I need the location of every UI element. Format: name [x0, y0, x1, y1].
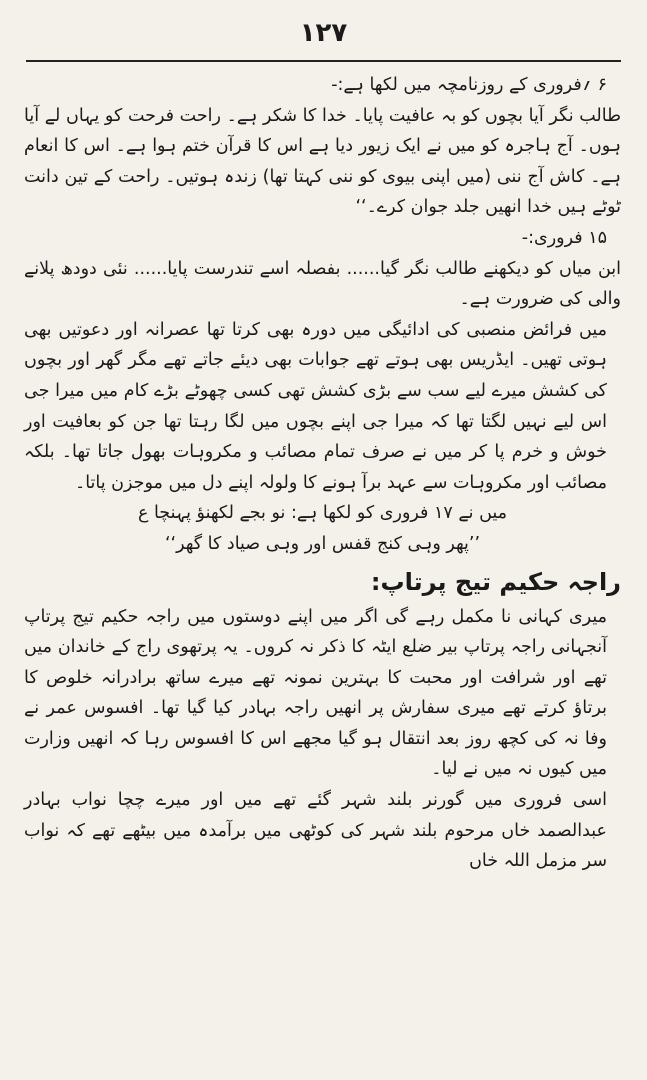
paragraph: ابن میاں کو دیکھنے طالب نگر گیا...... بفصلہ اسے تندرست پایا...... نئی دودھ پلانے والی کی ضرورت ہے۔: [24, 258, 621, 310]
paragraph: ۶ ؍فروری کے روزنامچہ میں لکھا ہے:-: [331, 75, 607, 95]
section-heading: راجہ حکیم تیج پرتاپ:: [370, 567, 621, 596]
page-body: [24, 70, 621, 877]
paragraph: میں نے ۱۷ فروری کو لکھا ہے: نو بجے لکھنؤ پہنچا ع: [137, 503, 508, 524]
paragraph: اسی فروری میں گورنر بلند شہر گئے تھے میں اور میرے چچا نواب بہادر عبدالصمد خاں مرحوم بلند شہر کی کوٹھی میں برآمدہ میں بیٹھے تھے کہ نواب سر مزمل اللہ خاں: [24, 790, 607, 872]
paragraph: ۱۵ فروری:-: [521, 227, 607, 248]
paragraph: میں فرائض منصبی کی ادائیگی میں دورہ بھی کرتا تھا عصرانہ اور دعوتیں بھی ہوتی تھیں۔ ایڈریس بھی ہوتے تھے جوابات بھی دیئے جاتے تھے مگر گھر اور بچوں کی کشش میرے لیے سب سے بڑی کشش تھی کسی چھوٹے بڑے کام میں میرا جی اس لیے نہیں لگتا تھا کہ میرا جی اپنے بچوں میں لگا رہتا تھا جن کو بعافیت اور خوش و خرم پا کر میں نے صرف تمام مصائب و مکروہات بھول جاتا تھا۔ بلکہ مصائب اور مکروہات سے عہد برآ ہونے کا ولولہ اپنے دل میں موجزن پاتا۔: [24, 319, 607, 493]
header-rule: [26, 60, 621, 62]
page-number: ۱۲۷: [299, 18, 348, 48]
verse-quote: ’’پھر وہی کنج قفس اور وہی صیاد کا گھر‘‘: [164, 533, 481, 554]
paragraph: طالب نگر آیا بچوں کو بہ عافیت پایا۔ خدا کا شکر ہے۔ راحت فرحت کو یہاں لے آیا ہوں۔ آج ہاجرہ کو میں نے ایک زیور دیا ہے اس کا قرآن ختم ہوا ہے۔ اس کا انعام ہے۔ کاش آج ننی (میں اپنی بیوی کو ننی کہتا تھا) زندہ ہوتیں۔ راحت کے تین دانت ٹوٹے ہیں خدا انھیں جلد جوان کرے۔‘‘: [24, 105, 621, 218]
paragraph: میری کہانی نا مکمل رہے گی اگر میں اپنے دوستوں میں راجہ حکیم تیج پرتاپ آنجہانی راجہ پرتاپ بیر ضلع ایٹہ کا ذکر نہ کروں۔ یہ پرتھوی راج کے خاندان میں تھے اور شرافت اور محبت کا بہترین نمونہ تھے میرے ساتھ برادرانہ خلوص کا برتاؤ کرتے تھے میری سفارش پر انھیں راجہ بہادر کیا گیا تھا۔ افسوس عمر نے وفا نہ کی کچھ روز بعد انتقال ہو گیا مجھے اس کا افسوس رہا کہ انھیں وزارت میں کیوں نہ میں نے لیا۔: [24, 606, 607, 780]
